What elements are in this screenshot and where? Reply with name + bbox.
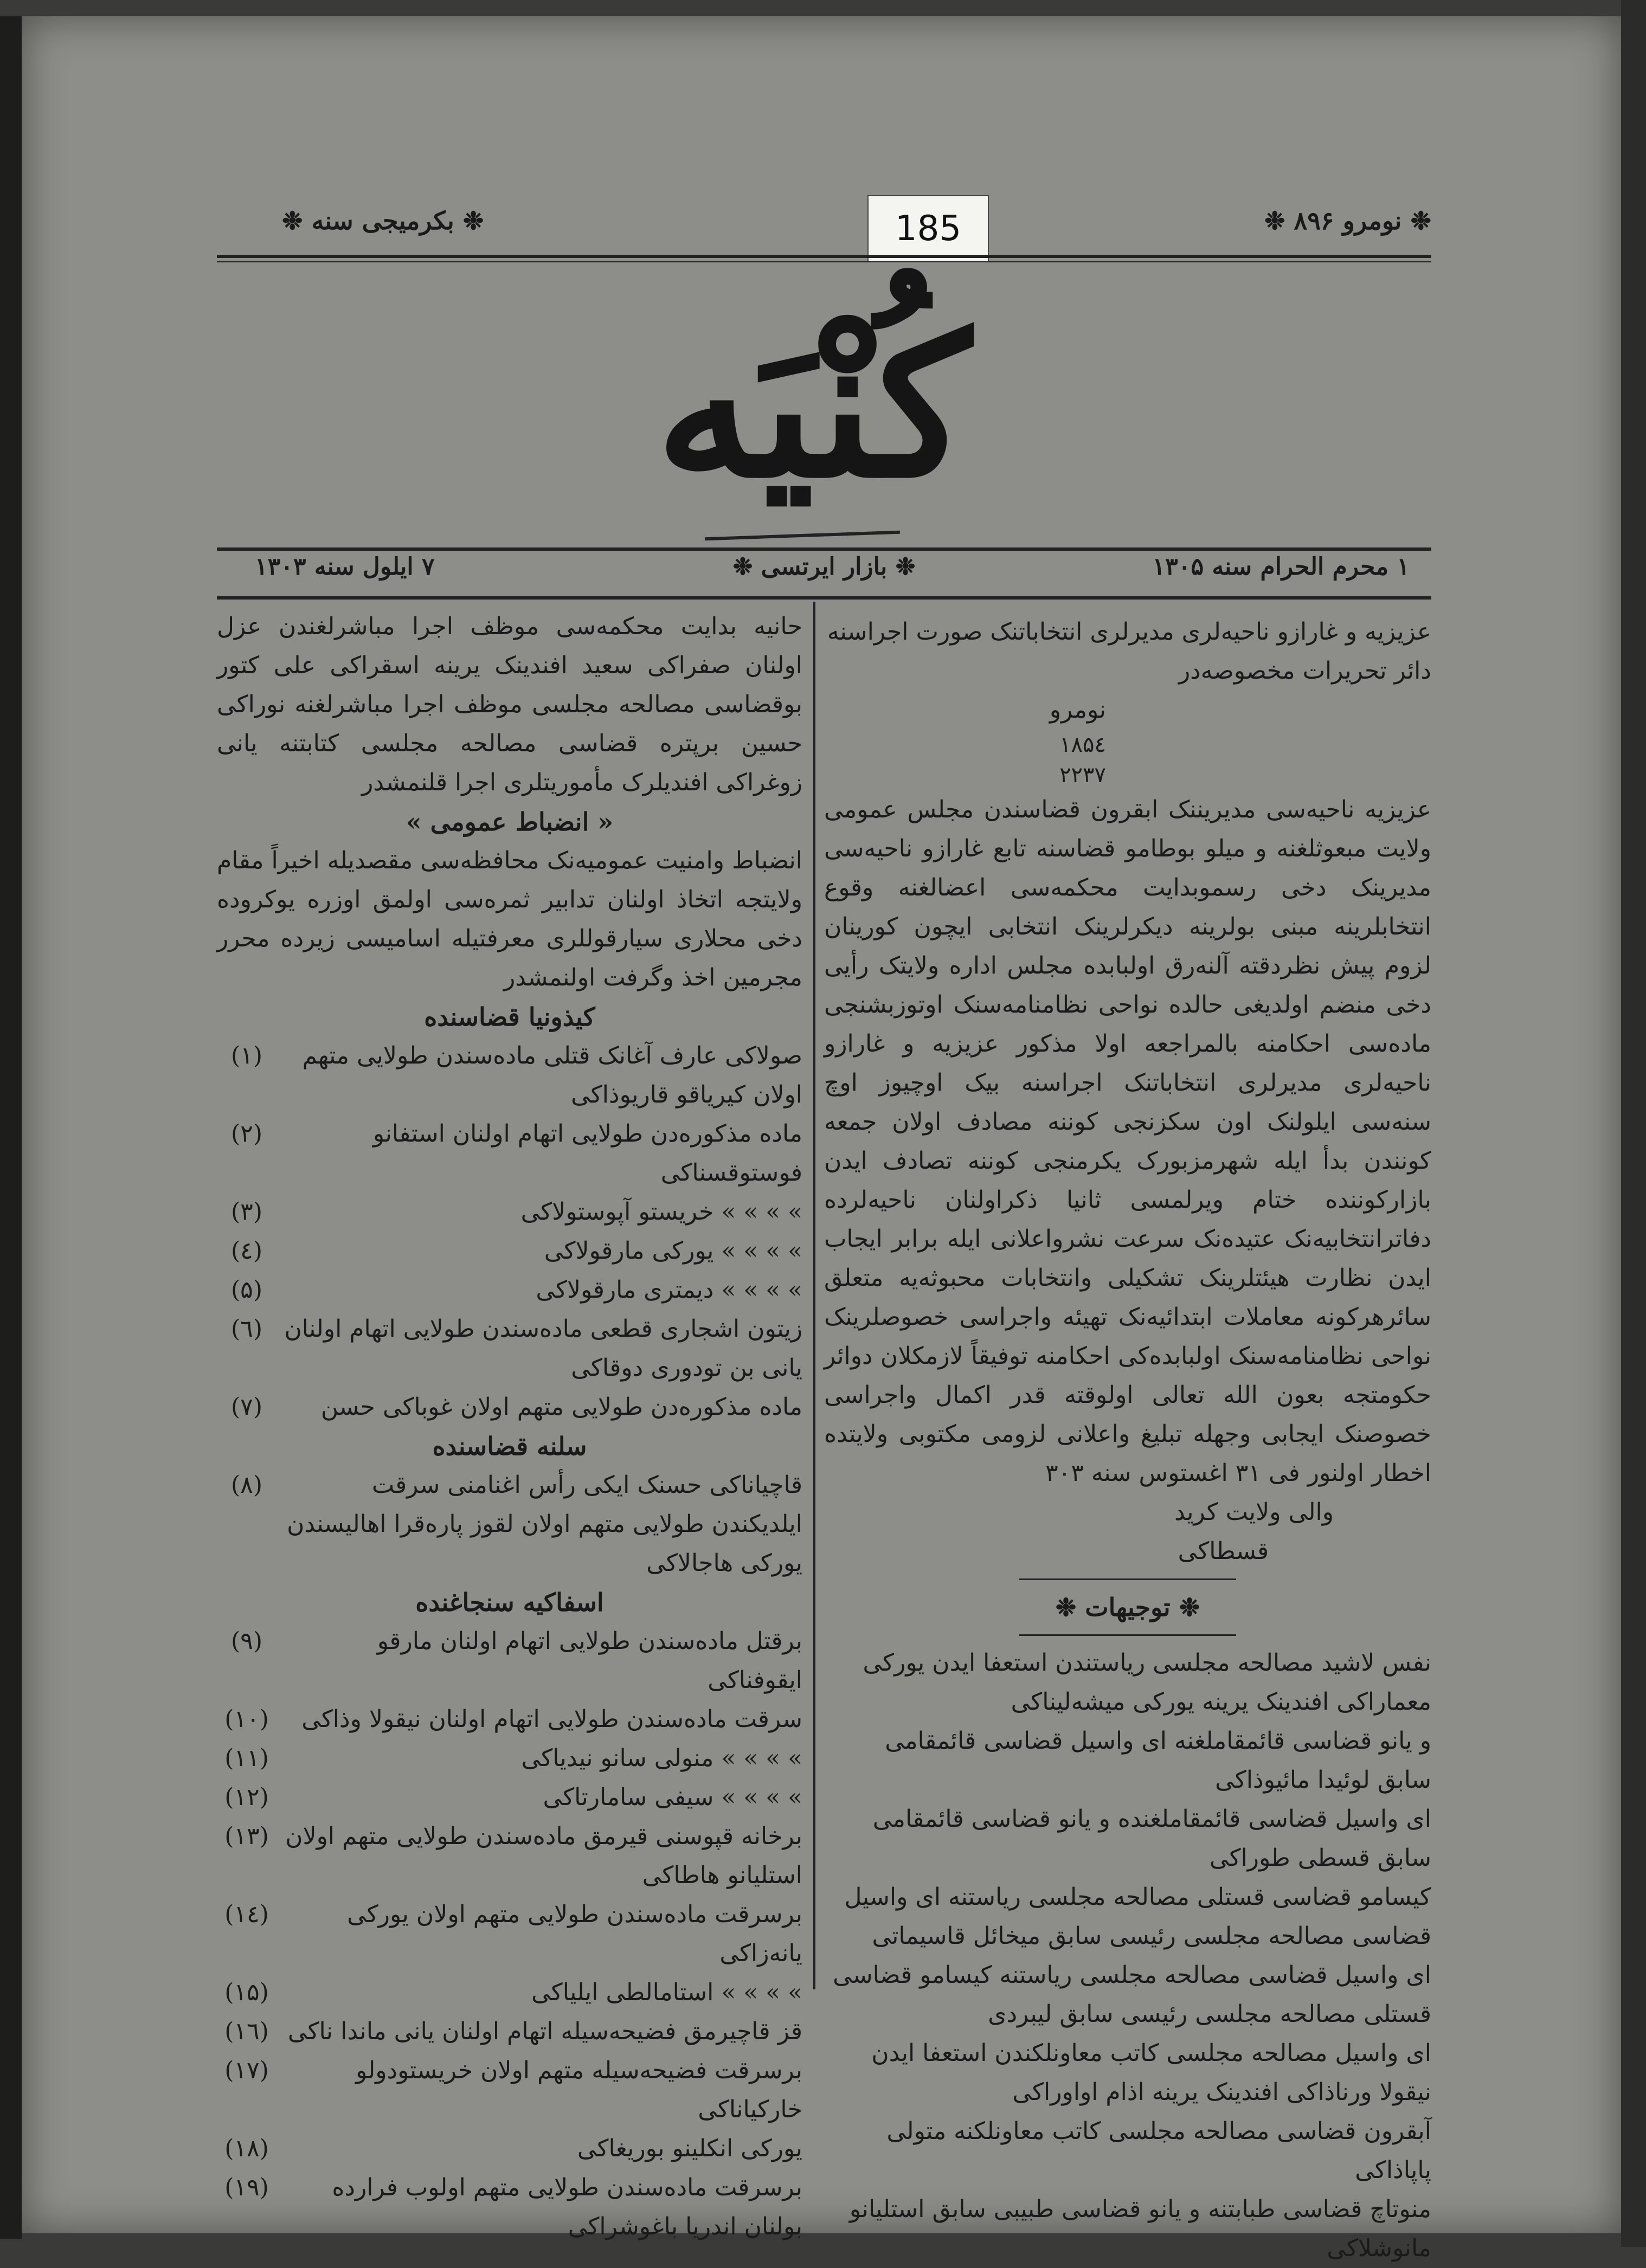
- list-item: [217, 1895, 802, 1973]
- column-divider: [813, 602, 815, 1989]
- item-text: » » » » استامالطی ایلیاکی: [531, 1979, 802, 2006]
- appointment-entry: و یانو قضاسی قائمقاملغنه ای واسیل قضاسی قائمقامی سابق لوئیدا مائیوذاکی: [885, 1727, 1431, 1794]
- page-number-label: 185: [867, 195, 989, 262]
- appointment-entry: ای واسیل قضاسی مصالحه مجلسی ریاستنه کیسامو قضاسی قستلی مصالحه مجلسی رئیسی سابق لیبردی: [833, 1961, 1431, 2028]
- appointment-entry: منوتاچ قضاسی طبابتنه و یانو قضاسی طبیبی سابق استلیانو مانوشلاکی: [849, 2195, 1431, 2262]
- item-number: (۱۹): [224, 2174, 269, 2201]
- signature-title: والی ولایت کرید: [1174, 1498, 1334, 1526]
- item-text: » » » » دیمتری مارقولاکی: [536, 1276, 802, 1304]
- item-text: سرقت ماده‌سندن طولایی اتهام اولنان نیقولا وذاکی: [301, 1705, 802, 1733]
- item-text: » » » » منولی سانو نیدیاکی: [521, 1744, 802, 1772]
- dateline-rule-top: [217, 547, 1431, 551]
- item-text: برقتل ماده‌سندن طولایی اتهام اولنان مارقو ایقوفناکی: [377, 1627, 802, 1694]
- item-number: (۱٦): [224, 2018, 269, 2045]
- district-subheading: سلنه قضاسنده: [432, 1432, 587, 1461]
- item-text: ماده مذکوره‌دن طولایی متهم اولان غوباکی حسن: [320, 1393, 802, 1421]
- signature-name: قسطاکی: [1178, 1537, 1269, 1565]
- item-text: صولاکی عارف آغانک قتلی ماده‌سندن طولایی متهم اولان کیریاقو قاریوذاکی: [302, 1042, 802, 1109]
- item-text: » » » » سیفی سامارتاکی: [543, 1783, 802, 1811]
- top-rule: [217, 255, 1431, 258]
- item-number: (۱۸): [224, 2135, 269, 2162]
- item-number: (۱۵): [224, 1979, 269, 2006]
- item-text: » » » » یورکی مارقولاکی: [544, 1237, 802, 1265]
- dateline-rule-bottom: [217, 596, 1431, 600]
- item-number: (۷): [231, 1393, 262, 1421]
- list-item: [217, 1271, 802, 1310]
- issue-number: ❉ نومرو ۸۹۶ ❉: [1264, 206, 1431, 235]
- weekday: ❉ بازار ایرتسی ❉: [732, 553, 916, 581]
- item-number: (٤): [231, 1237, 262, 1265]
- list-item: [217, 1700, 802, 1739]
- item-number: (۹): [231, 1627, 262, 1655]
- list-item: [217, 1622, 802, 1700]
- reference-numbers: [824, 730, 1431, 790]
- price-label: ❉ بکرمیجی سنه ❉: [282, 206, 484, 235]
- item-number: (۱۰): [224, 1705, 269, 1733]
- public-order-body: انضباط وامنیت عمومیه‌نک محافظه‌سی مقصدیله اخیراً مقام ولایتجه اتخاذ اولنان تدابیر ثمره‌سی اولمق اوزره یوکروده دخی محلاری سیارقوللری معرفتیله اسامیسی زیرده محرر مجرمین اخذ وگرفت اولنمشدر: [217, 847, 802, 991]
- item-text: برسرقت ماده‌سندن طولایی متهم اولوب فرارده بولنان اندریا باغوشراکی: [332, 2174, 802, 2240]
- list-item: [217, 1817, 802, 1895]
- list-item: [217, 1232, 802, 1271]
- appointment-entry: ای واسیل مصالحه مجلسی کاتب معاونلکندن استعفا ایدن نیقولا ورناذاکی افندینک یرینه اذام اواوراکی: [871, 2039, 1431, 2106]
- appointment-entry: کیسامو قضاسی قستلی مصالحه مجلسی ریاستنه ای واسیل قضاسی مصالحه مجلسی رئیسی سابق میخائل قاسیماتی: [844, 1883, 1431, 1950]
- list-item: [217, 1739, 802, 1778]
- dateline: [217, 553, 1431, 596]
- list-item: [217, 1388, 802, 1427]
- list-item: [217, 1778, 802, 1817]
- item-text: برسرقت فضیحه‌سیله متهم اولان خریستودولو خارکیاناکی: [356, 2057, 802, 2123]
- list-item: [217, 1036, 802, 1114]
- list-item: [217, 1193, 802, 1232]
- list-item: [217, 1973, 802, 2012]
- list-item: [217, 2168, 802, 2246]
- item-text: قاچیاناکی حسنک ایکی رأس اغنامنی سرقت ایلدیکندن طولایی متهم اولان لقوز پاره‌قرا اهالیسندن یورکی هاجالاکی: [287, 1471, 802, 1577]
- item-text: قز قاچیرمق فضیحه‌سیله اتهام اولنان یانی ماندا ناکی: [287, 2018, 802, 2045]
- item-text: یورکی انکلینو بوریغاکی: [577, 2135, 802, 2162]
- appointments-heading: ❉ توجیهات ❉: [1055, 1593, 1200, 1622]
- appointment-entry: ای واسیل قضاسی قائمقاملغنده و یانو قضاسی قائمقامی سابق قسطی طوراکی: [872, 1805, 1431, 1872]
- binding-spine: [0, 16, 22, 2239]
- section-rule: [1019, 1578, 1236, 1580]
- right-column: [824, 613, 1431, 2268]
- district-subheading: اسفاکیه سنجاغنده: [415, 1588, 604, 1617]
- list-item: [217, 2129, 802, 2168]
- item-text: برسرقت ماده‌سندن طولایی متهم اولان یورکی یانه‌زاکی: [347, 1900, 802, 1967]
- item-number: (۱۱): [224, 1744, 269, 1772]
- item-number: (۱٤): [224, 1900, 269, 1928]
- item-number: (۵): [231, 1276, 262, 1304]
- item-number: (۱۷): [224, 2057, 269, 2084]
- district-subheading: کیذونیا قضاسنده: [424, 1002, 595, 1032]
- reference-label: نومرو: [1049, 696, 1106, 724]
- item-number: (۳): [231, 1198, 262, 1226]
- item-number: (٦): [231, 1315, 262, 1343]
- item-text: برخانه قپوسنی قیرمق ماده‌سندن طولایی متهم اولان استلیانو هاطاکی: [285, 1822, 802, 1889]
- newspaper-masthead: کُنْیَه: [655, 292, 971, 521]
- rumi-date: ۷ ایلول سنه ۱۳۰۳: [255, 553, 435, 581]
- reference-number: ۱۸۵٤: [1059, 732, 1106, 757]
- top-rule-thin: [217, 261, 1431, 262]
- left-column: [217, 607, 802, 2246]
- item-number: (۸): [231, 1471, 262, 1499]
- item-text: » » » » خریستو آپوستولاکی: [520, 1198, 802, 1226]
- item-number: (۱۳): [224, 1822, 269, 1850]
- official-notice-body: عزیزیه ناحیه‌سی مدیریننک ابقرون قضاسندن مجلس عمومی ولایت مبعوثلغنه و میلو بوطامو قضاسنه تابع غارازو ناحیه‌سی مدیرینک دخی رسموبدایت محکمه‌سی اعضالغنه وقوع انتخابلرینه مبنی بولرینه دیکرلرینک انتخابی ایچون کورینان لزوم پیش نظردقته آلنه‌رق اولبابده مجلس اداره ولایتک رأیی دخی منضم اولدیغی حالده نواحی نظامنامه‌سنک اوتوزبشنجی ماده‌سی احکامنه بالمراجعه اولا مذکور عزیزیه و غارازو ناحیه‌لری مدیرلری انتخاباتنک اجراسنه بیک اوچیوز اوچ سنه‌سی ایلولنک اون سکزنجی کوننه مصادف اولان جمعه کونندن بدأ ایله شهرمزبورک یکرمنجی کوننه تصادف ایدن بازارکوننده ختام ویرلمسی ثانیا ذکراولنان ناحیه‌لرده دفاترانتخابیه‌نک عتیده‌نک سرعت نشرواعلانی ایله برابر ایجاب ایدن نظارت هیئتلرینک تشکیلی وانتخابات محبوثه‌یه متعلق سائرهرکونه معاملات ابتدائیه‌نک تهیئه واجراسی خصوصلرینک نواحی نظامنامه‌سنک اولبابده‌کی احکامنه توفیقاً لازمکلان دوائر حکومتجه بعون الله تعالی اولوقته قدر اکمال واجراسی خصوصنک ایجابی وجهله تبلیغ واعلانی لزومی مکتوبی ولایتده اخطار اولنور فی ۳۱ اغستوس سنه ۳۰۳: [824, 796, 1431, 1487]
- public-order-heading: « انضباط عمومی »: [406, 807, 614, 836]
- item-number: (۲): [231, 1120, 262, 1148]
- top-info-row: [217, 206, 1431, 255]
- list-item: [217, 1114, 802, 1193]
- appointment-entry: آبقرون قضاسی مصالحه مجلسی کاتب معاونلکنه متولی پاپاذاکی: [886, 2117, 1431, 2184]
- item-number: (۱۲): [224, 1783, 269, 1811]
- item-text: زیتون اشجاری قطعی ماده‌سندن طولایی اتهام اولنان یانی بن تودوری دوقاکی: [284, 1315, 802, 1382]
- right-edge-shadow: [1621, 0, 1646, 2247]
- section-rule: [1019, 1634, 1236, 1636]
- list-item: [217, 2051, 802, 2129]
- hijri-date: ۱ محرم الحرام سنه ۱۳۰۵: [1152, 553, 1410, 581]
- item-number: (۱): [231, 1042, 262, 1069]
- list-item: [217, 1466, 802, 1583]
- reference-number: ۲۲۳۷: [1059, 763, 1106, 788]
- list-item: [217, 1310, 802, 1388]
- official-notice-intro: عزیزیه و غارازو ناحیه‌لری مدیرلری انتخاباتنک صورت اجراسنه دائر تحریرات مخصوصه‌در: [827, 618, 1431, 685]
- appointments-continued: حانیه بدایت محکمه‌سی موظف اجرا مباشرلغندن عزل اولنان صفراکی سعید افندینک یرینه اسقراکی علی کتور بوقضاسی مصالحه مجلسی موظف اجرا مباشرلغنه نوراکی حسین برپتره قضاسی مصالحه مجلسی کتابتنه یانی زوغراکی افندیلرک مأموریتلری اجرا قلنمشدر: [217, 613, 802, 796]
- appointment-entry: نفس لاشید مصالحه مجلسی ریاستندن استعفا ایدن یورکی معماراکی افندینک یرینه یورکی میشه‌لیناکی: [863, 1649, 1431, 1716]
- list-item: [217, 2012, 802, 2051]
- item-text: ماده مذکوره‌دن طولایی اتهام اولنان استفانو فوستوقسناکی: [372, 1120, 802, 1187]
